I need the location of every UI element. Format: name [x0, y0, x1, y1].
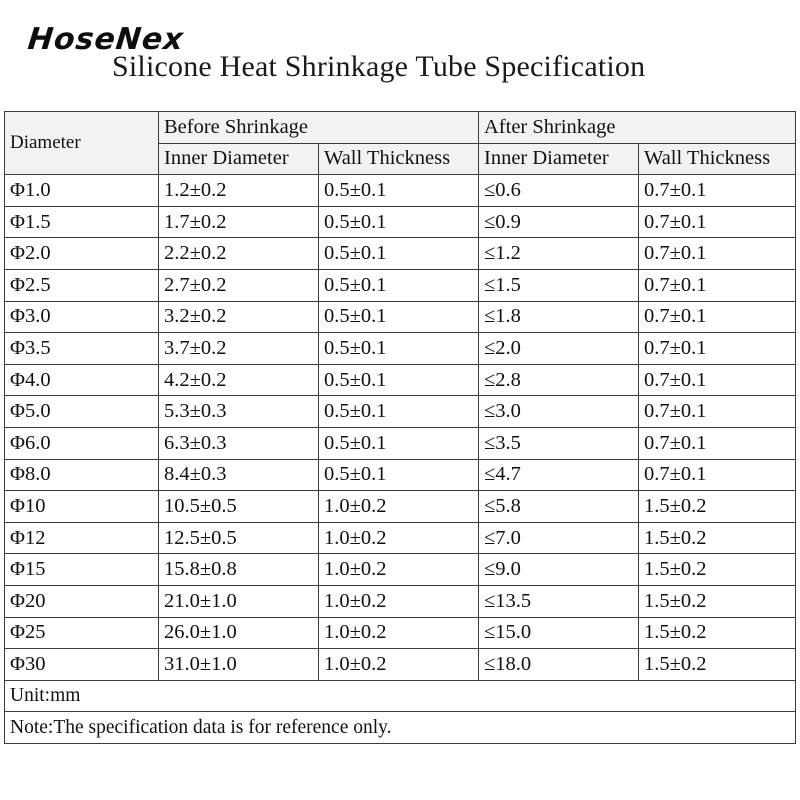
- after-shrinkage-header: After Shrinkage: [479, 112, 796, 144]
- table-row: [5, 364, 796, 396]
- after-wall-thickness-cell: 0.7±0.1: [639, 364, 796, 396]
- spec-table: [4, 111, 796, 744]
- before-inner-diameter-cell: 8.4±0.3: [159, 459, 319, 491]
- table-row: [5, 333, 796, 365]
- header-row: [5, 112, 796, 144]
- after-inner-diameter-cell: ≤1.8: [479, 301, 639, 333]
- before-wall-thickness-cell: 1.0±0.2: [319, 491, 479, 523]
- diameter-cell: Φ5.0: [5, 396, 159, 428]
- after-inner-diameter-cell: ≤3.0: [479, 396, 639, 428]
- table-row: [5, 554, 796, 586]
- before-wall-thickness-cell: 0.5±0.1: [319, 364, 479, 396]
- diameter-cell: Φ3.0: [5, 301, 159, 333]
- after-inner-diameter-cell: ≤7.0: [479, 522, 639, 554]
- table-row: [5, 427, 796, 459]
- after-wall-thickness-cell: 0.7±0.1: [639, 396, 796, 428]
- table-row: [5, 522, 796, 554]
- diameter-cell: Φ15: [5, 554, 159, 586]
- after-wall-thickness-cell: 1.5±0.2: [639, 585, 796, 617]
- after-wall-thickness-cell: 0.7±0.1: [639, 459, 796, 491]
- after-inner-diameter-cell: ≤4.7: [479, 459, 639, 491]
- before-wall-thickness-cell: 1.0±0.2: [319, 649, 479, 681]
- before-wall-thickness-header: Wall Thickness: [319, 143, 479, 175]
- after-wall-thickness-cell: 0.7±0.1: [639, 301, 796, 333]
- after-wall-thickness-cell: 1.5±0.2: [639, 617, 796, 649]
- after-wall-thickness-cell: 1.5±0.2: [639, 522, 796, 554]
- after-wall-thickness-cell: 1.5±0.2: [639, 649, 796, 681]
- before-inner-diameter-cell: 2.2±0.2: [159, 238, 319, 270]
- before-inner-diameter-cell: 1.7±0.2: [159, 206, 319, 238]
- diameter-cell: Φ6.0: [5, 427, 159, 459]
- diameter-header: Diameter: [5, 112, 159, 175]
- note-row: [5, 712, 796, 744]
- before-wall-thickness-cell: 0.5±0.1: [319, 396, 479, 428]
- table-row: [5, 396, 796, 428]
- after-wall-thickness-cell: 0.7±0.1: [639, 333, 796, 365]
- diameter-cell: Φ1.0: [5, 175, 159, 207]
- table-row: [5, 491, 796, 523]
- after-inner-diameter-header: Inner Diameter: [479, 143, 639, 175]
- before-inner-diameter-cell: 2.7±0.2: [159, 269, 319, 301]
- after-inner-diameter-cell: ≤18.0: [479, 649, 639, 681]
- before-wall-thickness-cell: 1.0±0.2: [319, 617, 479, 649]
- before-inner-diameter-cell: 21.0±1.0: [159, 585, 319, 617]
- unit-row: [5, 680, 796, 712]
- before-inner-diameter-cell: 15.8±0.8: [159, 554, 319, 586]
- after-wall-thickness-cell: 0.7±0.1: [639, 238, 796, 270]
- before-wall-thickness-cell: 0.5±0.1: [319, 269, 479, 301]
- before-wall-thickness-cell: 0.5±0.1: [319, 427, 479, 459]
- before-wall-thickness-cell: 0.5±0.1: [319, 238, 479, 270]
- before-inner-diameter-cell: 31.0±1.0: [159, 649, 319, 681]
- before-inner-diameter-cell: 3.2±0.2: [159, 301, 319, 333]
- table-row: [5, 617, 796, 649]
- after-wall-thickness-cell: 0.7±0.1: [639, 427, 796, 459]
- diameter-cell: Φ10: [5, 491, 159, 523]
- before-inner-diameter-cell: 4.2±0.2: [159, 364, 319, 396]
- before-wall-thickness-cell: 1.0±0.2: [319, 522, 479, 554]
- after-inner-diameter-cell: ≤0.6: [479, 175, 639, 207]
- before-wall-thickness-cell: 0.5±0.1: [319, 175, 479, 207]
- after-wall-thickness-cell: 0.7±0.1: [639, 269, 796, 301]
- brand-logo: HoseNex: [26, 22, 186, 57]
- diameter-cell: Φ20: [5, 585, 159, 617]
- before-inner-diameter-cell: 10.5±0.5: [159, 491, 319, 523]
- table-row: [5, 649, 796, 681]
- after-inner-diameter-cell: ≤1.2: [479, 238, 639, 270]
- after-inner-diameter-cell: ≤15.0: [479, 617, 639, 649]
- before-inner-diameter-cell: 5.3±0.3: [159, 396, 319, 428]
- page-title: Silicone Heat Shrinkage Tube Specification: [112, 50, 646, 83]
- before-inner-diameter-cell: 3.7±0.2: [159, 333, 319, 365]
- diameter-cell: Φ2.5: [5, 269, 159, 301]
- after-inner-diameter-cell: ≤13.5: [479, 585, 639, 617]
- reference-note: Note:The specification data is for reference only.: [5, 712, 796, 744]
- after-wall-thickness-cell: 0.7±0.1: [639, 206, 796, 238]
- table-row: [5, 175, 796, 207]
- after-inner-diameter-cell: ≤1.5: [479, 269, 639, 301]
- before-wall-thickness-cell: 0.5±0.1: [319, 333, 479, 365]
- before-wall-thickness-cell: 0.5±0.1: [319, 459, 479, 491]
- table-row: [5, 238, 796, 270]
- table-row: [5, 301, 796, 333]
- diameter-cell: Φ3.5: [5, 333, 159, 365]
- before-shrinkage-header: Before Shrinkage: [159, 112, 479, 144]
- diameter-cell: Φ1.5: [5, 206, 159, 238]
- after-inner-diameter-cell: ≤5.8: [479, 491, 639, 523]
- before-wall-thickness-cell: 0.5±0.1: [319, 301, 479, 333]
- after-inner-diameter-cell: ≤0.9: [479, 206, 639, 238]
- before-inner-diameter-cell: 12.5±0.5: [159, 522, 319, 554]
- before-inner-diameter-header: Inner Diameter: [159, 143, 319, 175]
- after-inner-diameter-cell: ≤3.5: [479, 427, 639, 459]
- diameter-cell: Φ25: [5, 617, 159, 649]
- before-inner-diameter-cell: 26.0±1.0: [159, 617, 319, 649]
- before-inner-diameter-cell: 6.3±0.3: [159, 427, 319, 459]
- table-row: [5, 206, 796, 238]
- diameter-cell: Φ2.0: [5, 238, 159, 270]
- after-wall-thickness-cell: 1.5±0.2: [639, 554, 796, 586]
- table-row: [5, 585, 796, 617]
- after-wall-thickness-cell: 1.5±0.2: [639, 491, 796, 523]
- diameter-cell: Φ4.0: [5, 364, 159, 396]
- before-wall-thickness-cell: 0.5±0.1: [319, 206, 479, 238]
- after-wall-thickness-cell: 0.7±0.1: [639, 175, 796, 207]
- diameter-cell: Φ30: [5, 649, 159, 681]
- after-wall-thickness-header: Wall Thickness: [639, 143, 796, 175]
- after-inner-diameter-cell: ≤2.8: [479, 364, 639, 396]
- unit-note: Unit:mm: [5, 680, 796, 712]
- table-row: [5, 269, 796, 301]
- before-wall-thickness-cell: 1.0±0.2: [319, 585, 479, 617]
- after-inner-diameter-cell: ≤9.0: [479, 554, 639, 586]
- before-wall-thickness-cell: 1.0±0.2: [319, 554, 479, 586]
- table-row: [5, 459, 796, 491]
- after-inner-diameter-cell: ≤2.0: [479, 333, 639, 365]
- before-inner-diameter-cell: 1.2±0.2: [159, 175, 319, 207]
- diameter-cell: Φ8.0: [5, 459, 159, 491]
- diameter-cell: Φ12: [5, 522, 159, 554]
